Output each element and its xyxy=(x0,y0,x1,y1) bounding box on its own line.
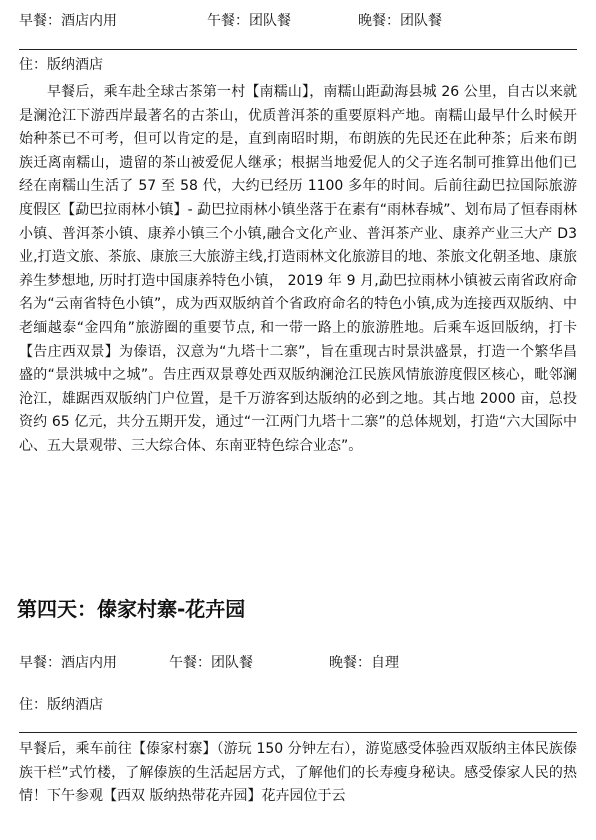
day4-lunch: 午餐：团队餐 xyxy=(169,655,253,671)
day4-dinner: 晚餐：自理 xyxy=(329,655,399,671)
day3-lunch: 午餐：团队餐 xyxy=(207,13,291,29)
day3-description: 早餐后，乘车赴全球古茶第一村【南糯山】，南糯山距勐海县城 26 公里，自古以来就是澜沧江下游西岸最著名的古茶山，优质普洱茶的重要原料产地。南糯山最早什么时候开始种茶已不可考，但可以肯定的是，直到南昭时期，布朗族的先民还在此种茶；后来布朗族迁离南糯山，遗留的茶山被爱伲人继承；根据当地爱伲人的父子连名制可推算出他们已经在南糯山生活了 57 至 58 代，大约已经历 1100 多年的时间。后前往勐巴拉国际旅游度假区【勐巴拉雨林小镇】- 勐巴拉雨林小镇坐落于在素有“雨林春城”、划布局了恒春雨林小镇、普洱茶小镇、康养小镇三个小镇,融合文化产业、普洱茶产业、康养产业三大产 D3 业,打造文旅、茶旅、康旅三大旅游主线,打造雨林文化旅游目的地、茶旅文化朝圣地、康旅养生梦想地, 历时打造中国康养特色小镇， 2019 年 9 月,勐巴拉雨林小镇被云南省政府命名为“云南省特色小镇”，成为西双版纳首个省政府命名的特色小镇,成为连接西双版纳、中老缅越泰“金四角”旅游圈的重要节点, 和一带一路上的旅游胜地。后乘车返回版纳，打卡【告庄西双景】为傣语，汉意为“九塔十二寨”，旨在重现古时景洪盛景，打造一个繁华昌盛的“景洪城中之城”。告庄西双景尊处西双版纳澜沧江民族风情旅游度假区核心，毗邻澜沧江，雄踞西双版纳门户位置，是千万游客到达版纳的必到之地。其占地 2000 亩，总投资约 65 亿元，共分五期开发，通过“一江两门九塔十二寨”的总体规划，打造“六大国际中心、五大景观带、三大综合体、东南亚特色综合业态”。 xyxy=(19,84,577,454)
day4-lodging: 住：版纳酒店 xyxy=(19,697,103,713)
day4-breakfast: 早餐：酒店内用 xyxy=(19,655,117,671)
divider xyxy=(19,732,577,733)
divider xyxy=(19,49,577,50)
day3-dinner: 晚餐：团队餐 xyxy=(358,13,442,29)
day4-title: 第四天：傣家村寨-花卉园 xyxy=(17,597,246,621)
day3-lodging: 住：版纳酒店 xyxy=(19,57,103,73)
day4-description: 早餐后，乘车前往【傣家村寨】（游玩 150 分钟左右），游览感受体验西双版纳主体民族傣族干栏”式竹楼，了解傣族的生活起居方式，了解他们的长寿瘦身秘诀。感受傣家人民的热情！下午参观【西双 版纳热带花卉园】花卉园位于云 xyxy=(19,741,577,805)
day3-breakfast: 早餐：酒店内用 xyxy=(19,13,117,29)
